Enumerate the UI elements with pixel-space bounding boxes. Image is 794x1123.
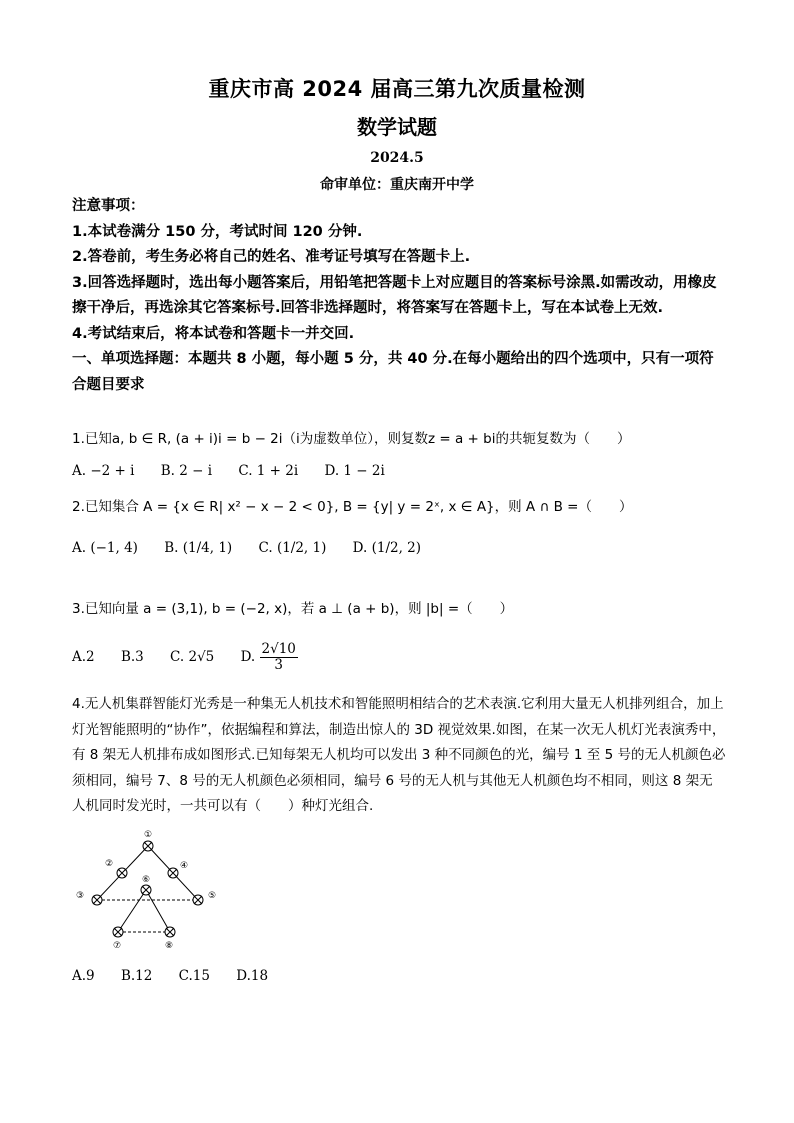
drone-8 (165, 927, 175, 937)
label-1: ① (144, 830, 153, 840)
fraction-numerator: 2√10 (261, 641, 296, 657)
notice-item: 4.考试结束后，将本试卷和答题卡一并交回. (72, 325, 355, 342)
label-6: ⑥ (142, 875, 151, 885)
option-c[interactable]: C. 1 + 2i (238, 463, 299, 479)
label-7: ⑦ (113, 941, 122, 951)
drone-figure (72, 826, 232, 952)
option-b[interactable]: B.3 (120, 649, 144, 665)
label-2: ② (105, 859, 114, 869)
question-1-options (72, 463, 407, 479)
label-5: ⑤ (208, 891, 217, 901)
label-3: ③ (76, 891, 85, 901)
option-c[interactable] (259, 540, 327, 556)
section-heading: 一、单项选择题：本题共 8 小题，每小题 5 分，共 40 分.在每小题给出的四个选项中，只有一项符合题目要求 (72, 351, 714, 393)
question-4-options (72, 968, 290, 984)
notice-item: 3.回答选择题时，选出每小题答案后，用铅笔把答题卡上对应题目的答案标号涂黑.如需改动，用橡皮擦干净后，再选涂其它答案标号.回答非选择题时，将答案写在答题卡上，写在本试卷上无效. (72, 274, 717, 316)
option-a[interactable]: A.2 (72, 649, 95, 665)
question-3 (72, 598, 726, 620)
option-d-fraction (260, 642, 320, 673)
question-2-options (72, 540, 443, 556)
drone-2 (117, 868, 127, 878)
option-d-value: (1/2, 2) (371, 540, 422, 556)
exam-unit: 命审单位：重庆南开中学 (320, 177, 474, 193)
exam-date: 2024.5 (370, 150, 424, 166)
option-c-value: (1/2, 1) (276, 540, 327, 556)
drone-6 (141, 885, 151, 895)
option-a[interactable]: A. −2 + i (72, 463, 135, 479)
option-a[interactable]: A. (−1, 4) (72, 540, 138, 556)
question-2 (72, 496, 726, 518)
option-label: D. (240, 649, 256, 665)
option-label: D. (352, 540, 368, 556)
option-d[interactable] (353, 540, 421, 556)
option-b[interactable] (164, 540, 232, 556)
question-3-stem: 3.已知向量 a = (3,1), b = (−2, x)，若 a ⊥ (a + b)，则 |b| =（ ） (72, 601, 514, 617)
drone-1 (143, 841, 153, 851)
option-label: C. (258, 540, 273, 556)
notice-heading: 注意事项： (72, 198, 145, 214)
label-4: ④ (180, 861, 189, 871)
option-d[interactable]: D.18 (236, 968, 269, 984)
option-d[interactable] (241, 642, 320, 673)
question-1 (72, 428, 726, 450)
question-1-stem: 1.已知a, b ∈ R, (a + i)i = b − 2i（i为虚数单位），则复数z = a + bi的共轭复数为（ ） (72, 431, 631, 447)
question-3-options (72, 642, 342, 673)
option-d[interactable]: D. 1 − 2i (324, 463, 385, 479)
drone-7 (113, 927, 123, 937)
question-4-text: 4.无人机集群智能灯光秀是一种集无人机技术和智能照明相结合的艺术表演.它利用大量无人机排列组合，加上灯光智能照明的“协作”，依据编程和算法，制造出惊人的 3D 视觉效果.如图，在某一次无人机灯光表演秀中，有 8 架无人机排布成如图形式.已知每架无人机均可以发出 3 种不同颜色的光，编号 1 至 5 号的无人机颜色必须相同，编号 7、8 号的无人机颜色必须相同，编号 6 号的无人机与其他无人机颜色均不相同，则这 8 架无人机同时发光时，一共可以有（ ）种灯光组合. (72, 696, 726, 814)
drone-5 (193, 895, 203, 905)
page-title: 重庆市高 2024 届高三第九次质量检测 (208, 77, 586, 101)
notice-item: 2.答卷前，考生务必将自己的姓名、准考证号填写在答题卡上. (72, 249, 471, 265)
drone-3 (92, 895, 102, 905)
option-c[interactable]: C. 2√5 (170, 649, 215, 665)
question-2-stem: 2.已知集合 A = {x ∈ R| x² − x − 2 < 0}, B = {y| y = 2ˣ, x ∈ A}，则 A ∩ B =（ ） (72, 499, 633, 515)
label-8: ⑧ (165, 941, 174, 951)
drone-4 (168, 868, 178, 878)
option-b-value: (1/4, 1) (182, 540, 233, 556)
option-a[interactable]: A.9 (72, 968, 95, 984)
option-b[interactable]: B. 2 − i (160, 463, 213, 479)
notice-item: 1.本试卷满分 150 分，考试时间 120 分钟. (72, 223, 363, 240)
page-subtitle: 数学试题 (357, 115, 437, 139)
option-label: B. (164, 540, 179, 556)
notice-section (72, 194, 726, 398)
option-c[interactable]: C.15 (178, 968, 210, 984)
fraction-denominator: 3 (274, 657, 283, 673)
option-b[interactable]: B.12 (120, 968, 153, 984)
question-4 (72, 692, 726, 820)
